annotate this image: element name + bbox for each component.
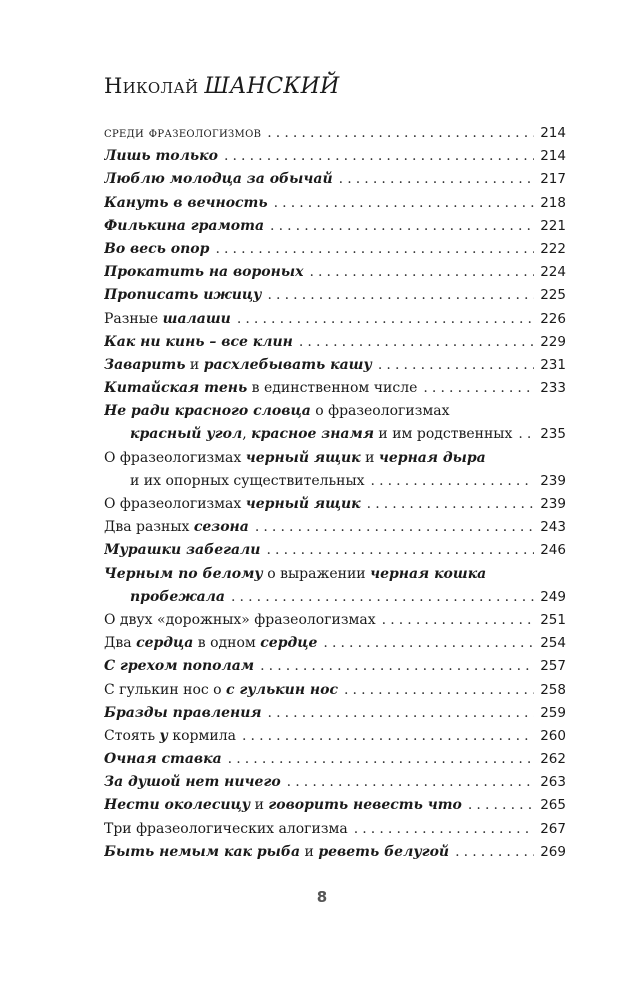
- entry-text: Разные: [104, 310, 163, 327]
- entry-page-number: 263: [540, 774, 566, 791]
- toc-entry[interactable]: [104, 447, 566, 493]
- idiom-text: расхлебывать кашу: [203, 356, 372, 373]
- dot-leader: [468, 794, 534, 817]
- table-of-contents: [104, 122, 566, 864]
- entry-text: и: [185, 356, 204, 373]
- idiom-text: Как ни кинь – все клин: [104, 333, 293, 350]
- idiom-text: Черным по белому: [104, 565, 263, 582]
- entry-title: [104, 168, 333, 191]
- entry-title: [104, 261, 303, 284]
- toc-entry[interactable]: [104, 377, 566, 400]
- entry-text: и им родственных: [373, 426, 513, 443]
- toc-entry[interactable]: [104, 284, 566, 307]
- entry-page-number: 243: [540, 519, 566, 536]
- dot-leader: [268, 284, 535, 307]
- entry-title: [104, 725, 236, 748]
- idiom-text: красное знамя: [251, 426, 374, 443]
- dot-leader: [255, 516, 534, 539]
- idiom-text: черный ящик: [245, 496, 361, 513]
- idiom-text: говорить невесть что: [268, 797, 462, 814]
- dot-leader: [231, 586, 534, 609]
- entry-text: О фразеологизмах: [104, 449, 246, 466]
- idiom-text: Во весь опор: [104, 240, 210, 257]
- author-last-name: ШАНСКИЙ: [204, 74, 340, 99]
- toc-entry[interactable]: [104, 539, 566, 562]
- entry-text: и их опорных существительных: [130, 472, 365, 489]
- toc-entry[interactable]: [104, 331, 566, 354]
- entry-page-number: 217: [540, 171, 566, 188]
- toc-entry[interactable]: [104, 493, 566, 516]
- toc-entry[interactable]: [104, 632, 566, 655]
- idiom-text: черный ящик: [245, 449, 361, 466]
- toc-entry[interactable]: [104, 400, 566, 446]
- dot-leader: [309, 261, 534, 284]
- dot-leader: [323, 632, 534, 655]
- dot-leader: [237, 308, 534, 331]
- entry-page-number: 226: [540, 310, 566, 327]
- entry-page-number: 254: [540, 635, 566, 652]
- entry-page-number: 222: [540, 240, 566, 257]
- entry-title: [104, 354, 372, 377]
- entry-page-number: 214: [540, 148, 566, 165]
- dot-leader: [455, 841, 534, 864]
- entry-title: [104, 122, 261, 145]
- toc-entry[interactable]: [104, 238, 566, 261]
- entry-title: [104, 609, 376, 632]
- toc-entry[interactable]: [104, 122, 566, 145]
- entry-text: кормила: [167, 727, 236, 744]
- idiom-text: сердце: [260, 635, 318, 652]
- entry-title: [104, 679, 338, 702]
- idiom-text: Быть немым как рыба: [104, 843, 301, 860]
- idiom-text: Очная ставка: [104, 751, 222, 768]
- entry-title: [104, 493, 361, 516]
- idiom-text: черная кошка: [370, 565, 487, 582]
- toc-entry[interactable]: [104, 841, 566, 864]
- idiom-text: черная дыра: [378, 449, 486, 466]
- dot-leader: [518, 423, 534, 446]
- entry-title-continued: [130, 470, 365, 493]
- entry-title: [104, 794, 462, 817]
- entry-title: [104, 447, 486, 470]
- dot-leader: [367, 493, 534, 516]
- dot-leader: [260, 655, 534, 678]
- entry-text: и: [300, 843, 319, 860]
- entry-page-number: 262: [540, 751, 566, 768]
- toc-entry[interactable]: [104, 679, 566, 702]
- entry-title: [104, 238, 209, 261]
- dot-leader: [371, 470, 534, 493]
- page-number: 8: [316, 888, 328, 906]
- entry-title-continued: [130, 423, 512, 446]
- dot-leader: [270, 215, 534, 238]
- idiom-text: Кануть в вечность: [104, 194, 268, 211]
- entry-page-number: 235: [540, 426, 566, 443]
- dot-leader: [228, 748, 534, 771]
- toc-entry[interactable]: [104, 168, 566, 191]
- dot-leader: [287, 771, 534, 794]
- entry-page-number: 224: [540, 264, 566, 281]
- entry-text: ,: [242, 426, 252, 443]
- entry-text: О двух «дорожных» фразеологизмах: [104, 611, 376, 628]
- entry-text: о выражении: [262, 565, 371, 582]
- entry-text: и: [250, 797, 269, 814]
- idiom-text: Заварить: [104, 356, 186, 373]
- dot-leader: [344, 679, 534, 702]
- entry-page-number: 260: [540, 727, 566, 744]
- dot-leader: [215, 238, 534, 261]
- entry-title: [104, 400, 449, 423]
- running-header: [104, 74, 340, 99]
- entry-text: Два: [104, 635, 137, 652]
- idiom-text: шалаши: [162, 310, 231, 327]
- entry-text: С гулькин нос о: [104, 681, 227, 698]
- entry-title: [104, 192, 268, 215]
- entry-page-number: 214: [540, 125, 566, 141]
- entry-page-number: 221: [540, 217, 566, 234]
- entry-page-number: 231: [540, 356, 566, 373]
- entry-title: [104, 331, 293, 354]
- entry-title-continued: [130, 586, 225, 609]
- entry-page-number: 229: [540, 333, 566, 350]
- entry-page-number: 267: [540, 820, 566, 837]
- entry-text: в одном: [193, 635, 261, 652]
- dot-leader: [299, 331, 534, 354]
- entry-title: [104, 145, 218, 168]
- toc-entry[interactable]: [104, 702, 566, 725]
- idiom-text: Филькина грамота: [104, 217, 265, 234]
- entry-title: [104, 771, 281, 794]
- entry-page-number: 259: [540, 704, 566, 721]
- entry-title: [104, 841, 449, 864]
- entry-title: [104, 563, 486, 586]
- entry-title: [104, 655, 254, 678]
- idiom-text: Мурашки забегали: [104, 542, 261, 559]
- entry-text: и: [360, 449, 379, 466]
- toc-entry[interactable]: [104, 308, 566, 331]
- dot-leader: [339, 168, 534, 191]
- toc-entry[interactable]: [104, 145, 566, 168]
- idiom-text: Лишь только: [104, 148, 218, 165]
- idiom-text: у: [159, 727, 168, 744]
- idiom-text: Бразды правления: [104, 704, 262, 721]
- toc-entry[interactable]: [104, 609, 566, 632]
- entry-title: [104, 818, 348, 841]
- toc-entry[interactable]: [104, 516, 566, 539]
- toc-entry[interactable]: [104, 354, 566, 377]
- entry-title: [104, 632, 317, 655]
- entry-text: Три фразеологических алогизма: [104, 820, 348, 837]
- dot-leader: [242, 725, 534, 748]
- dot-leader: [274, 192, 534, 215]
- entry-text: Два разных: [104, 519, 194, 536]
- entry-title: [104, 377, 417, 400]
- entry-title: [104, 215, 264, 238]
- dot-leader: [267, 122, 534, 145]
- idiom-text: Нести околесицу: [104, 797, 251, 814]
- toc-entry[interactable]: [104, 655, 566, 678]
- idiom-text: Не ради красного словца: [104, 403, 311, 420]
- idiom-text: сердца: [136, 635, 194, 652]
- idiom-text: пробежала: [130, 588, 225, 605]
- entry-page-number: 239: [540, 472, 566, 489]
- idiom-text: Люблю молодца за обычай: [104, 171, 333, 188]
- toc-entry[interactable]: [104, 794, 566, 817]
- dot-leader: [266, 539, 534, 562]
- entry-page-number: 251: [540, 611, 566, 628]
- entry-page-number: 233: [540, 380, 566, 397]
- toc-entry[interactable]: [104, 725, 566, 748]
- toc-entry[interactable]: [104, 563, 566, 609]
- idiom-text: Прописать ижицу: [104, 287, 262, 304]
- dot-leader: [224, 145, 534, 168]
- toc-entry[interactable]: [104, 215, 566, 238]
- dot-leader: [378, 354, 534, 377]
- toc-entry[interactable]: [104, 192, 566, 215]
- entry-title: [104, 284, 262, 307]
- entry-page-number: 257: [540, 658, 566, 675]
- toc-entry[interactable]: [104, 771, 566, 794]
- entry-title: [104, 539, 260, 562]
- entry-text: Стоять: [104, 727, 160, 744]
- idiom-text: реветь белугой: [318, 843, 450, 860]
- toc-entry[interactable]: [104, 818, 566, 841]
- author-first-name: Николай: [104, 74, 199, 98]
- entry-page-number: 265: [540, 797, 566, 814]
- dot-leader: [354, 818, 534, 841]
- entry-title: [104, 516, 249, 539]
- toc-entry[interactable]: [104, 748, 566, 771]
- toc-entry[interactable]: [104, 261, 566, 284]
- idiom-text: Китайская тень: [104, 380, 248, 397]
- entry-text: среди фразеологизмов: [104, 125, 262, 141]
- entry-page-number: 225: [540, 287, 566, 304]
- dot-leader: [268, 702, 534, 725]
- idiom-text: Прокатить на вороных: [104, 264, 304, 281]
- idiom-text: с гулькин нос: [226, 681, 338, 698]
- dot-leader: [423, 377, 534, 400]
- entry-page-number: 246: [540, 542, 566, 559]
- entry-page-number: 218: [540, 194, 566, 211]
- idiom-text: С грехом пополам: [104, 658, 255, 675]
- entry-page-number: 249: [540, 588, 566, 605]
- entry-page-number: 258: [540, 681, 566, 698]
- entry-title: [104, 308, 231, 331]
- dot-leader: [382, 609, 534, 632]
- entry-page-number: 269: [540, 843, 566, 860]
- entry-text: о фразеологизмах: [310, 403, 450, 420]
- entry-text: в единственном числе: [247, 380, 418, 397]
- idiom-text: сезона: [193, 519, 249, 536]
- entry-text: О фразеологизмах: [104, 496, 246, 513]
- entry-title: [104, 748, 222, 771]
- idiom-text: красный угол: [130, 426, 243, 443]
- entry-title: [104, 702, 262, 725]
- entry-page-number: 239: [540, 496, 566, 513]
- idiom-text: За душой нет ничего: [104, 774, 281, 791]
